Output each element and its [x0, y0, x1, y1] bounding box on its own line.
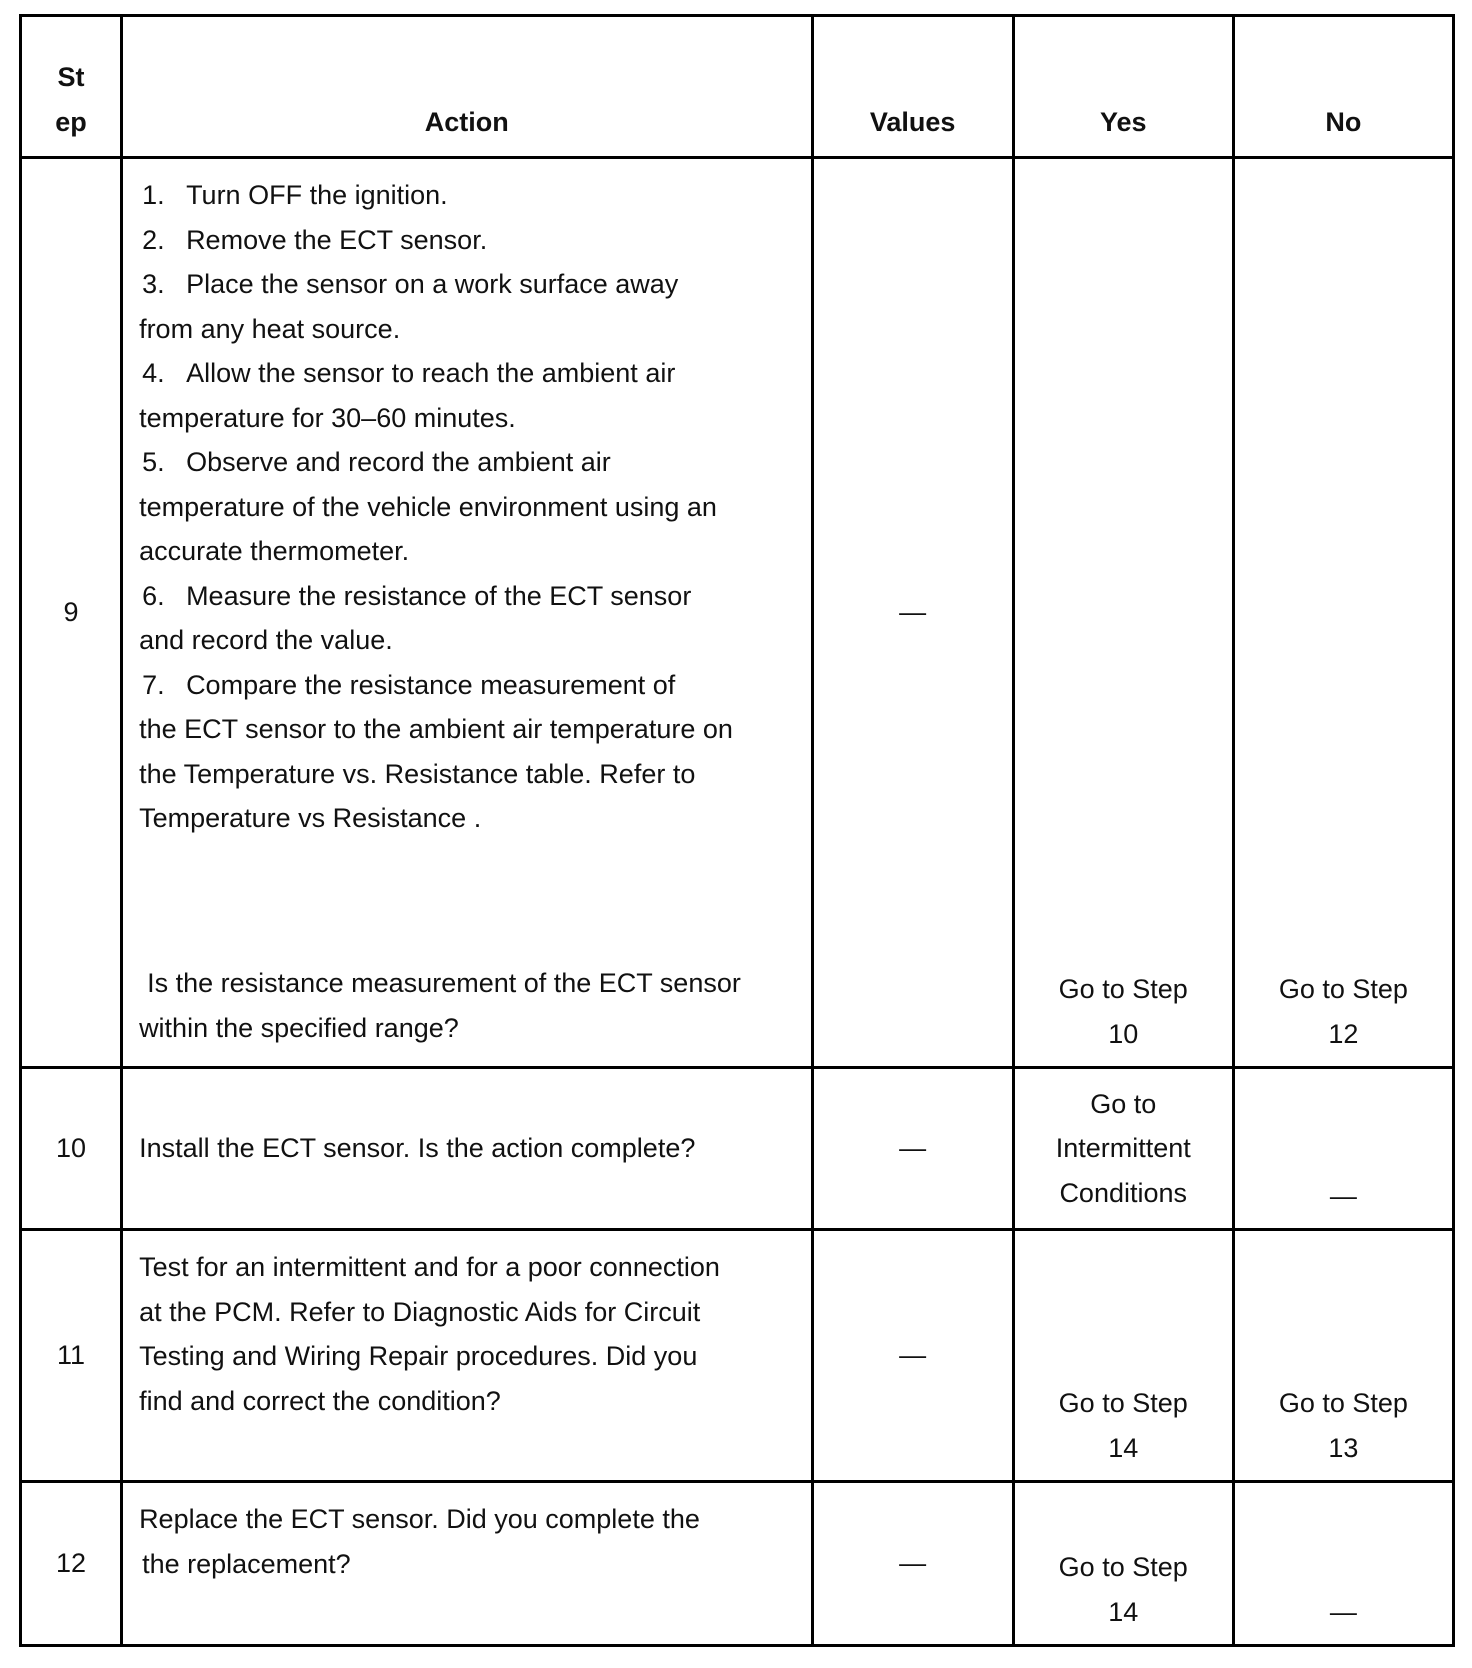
table-row-step-12: [21, 1482, 1454, 1646]
values-cell: —: [812, 1068, 1013, 1230]
action-cell: [122, 158, 812, 1068]
no-cell: [1233, 1230, 1453, 1482]
action-cell: Replace the ECT sensor. Did you complete the the replacement?: [122, 1482, 812, 1646]
procedure-step-continuation: and record the value.: [139, 625, 393, 655]
action-question: Is the resistance measurement of the ECT sensor within the specified range?: [139, 968, 741, 1043]
procedure-step: 4. Allow the sensor to reach the ambient air: [142, 358, 676, 388]
yes-goto-link[interactable]: Go to Step 14: [1058, 1552, 1188, 1627]
yes-cell: [1013, 1230, 1233, 1482]
procedure-step: 2. Remove the ECT sensor.: [142, 224, 488, 255]
header-values: Values: [812, 16, 1013, 158]
header-row: [21, 16, 1454, 158]
action-cell: Install the ECT sensor. Is the action complete?: [122, 1068, 812, 1230]
header-yes: Yes: [1013, 16, 1233, 158]
procedure-step-continuation: temperature of the vehicle environment using an: [139, 491, 717, 522]
table-row-step-9: [21, 158, 1454, 1068]
no-cell: —: [1233, 1482, 1453, 1646]
yes-cell: [1013, 1482, 1233, 1646]
no-cell: [1233, 158, 1453, 1068]
values-cell: —: [812, 1230, 1013, 1482]
yes-cell: [1013, 1068, 1233, 1230]
yes-goto-link[interactable]: Go to Step 10: [1058, 974, 1188, 1049]
no-goto-link[interactable]: Go to Step 12: [1278, 974, 1408, 1049]
step-number: 11: [21, 1230, 122, 1482]
no-goto-link[interactable]: Go to Step 13: [1278, 1388, 1408, 1463]
no-cell: —: [1233, 1068, 1453, 1230]
yes-goto-link[interactable]: Go to Intermittent Conditions: [1055, 1088, 1191, 1208]
procedure-step-continuation: the ECT sensor to the ambient air temperature on: [139, 714, 733, 744]
table-row-step-10: [21, 1068, 1454, 1230]
procedure-step: 5. Observe and record the ambient air: [142, 447, 611, 477]
procedure-step-continuation: temperature for 30–60 minutes.: [139, 402, 516, 433]
step-number: 10: [21, 1068, 122, 1230]
header-no: No: [1233, 16, 1453, 158]
procedure-step-continuation: the Temperature vs. Resistance table. Refer to: [139, 758, 696, 789]
step-number: 12: [21, 1482, 122, 1646]
action-procedure-list: [139, 173, 802, 841]
action-cell: Test for an intermittent and for a poor connection at the PCM. Refer to Diagnostic Aids for Circuit Testing and Wiring Repair procedures. Did you find and correct the condition?: [122, 1230, 812, 1482]
procedure-step: 1. Turn OFF the ignition.: [142, 180, 448, 210]
header-action: Action: [122, 16, 812, 158]
procedure-step-continuation: Temperature vs Resistance .: [139, 803, 482, 833]
header-step-line1: St: [57, 62, 85, 92]
procedure-step: 6. Measure the resistance of the ECT sensor: [142, 580, 692, 611]
procedure-step: 3. Place the sensor on a work surface away: [142, 269, 679, 299]
diagnostic-table: [19, 14, 1455, 1647]
yes-cell: [1013, 158, 1233, 1068]
procedure-step: 7. Compare the resistance measurement of: [142, 669, 676, 700]
values-cell: —: [812, 1482, 1013, 1646]
step-number: 9: [21, 158, 122, 1068]
yes-goto-link[interactable]: Go to Step 14: [1058, 1388, 1188, 1463]
procedure-step-continuation: from any heat source.: [139, 313, 401, 344]
header-step: [21, 16, 122, 158]
header-step-line2: ep: [55, 106, 87, 137]
procedure-step-continuation: accurate thermometer.: [139, 536, 410, 566]
values-cell: —: [812, 158, 1013, 1068]
table-row-step-11: [21, 1230, 1454, 1482]
